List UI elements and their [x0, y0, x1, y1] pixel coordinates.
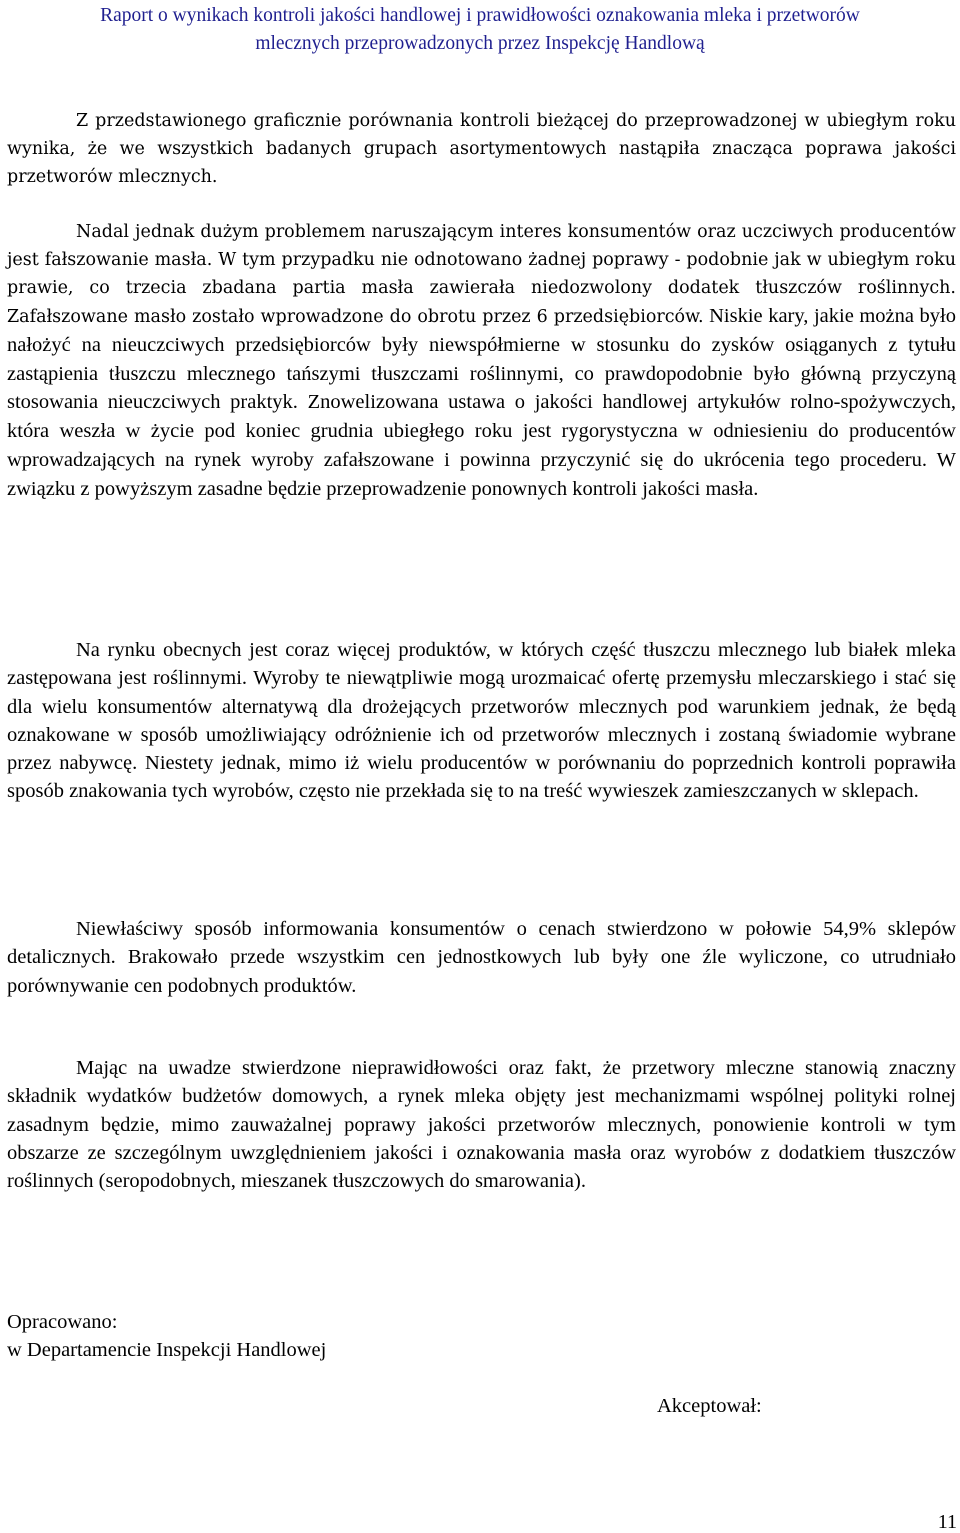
header-line-2: mlecznych przeprowadzonych przez Inspekcję Handlową [255, 33, 705, 54]
header-line-1: Raport o wynikach kontroli jakości handlowej i prawidłowości oznakowania mleka i przetworów [100, 5, 860, 26]
prepared-label: Opracowano: [7, 1311, 118, 1333]
prepared-by-block [7, 1308, 326, 1364]
paragraph-butter-recommendation: W związku z powyższym zasadne będzie przeprowadzenie ponownych kontroli jakości masła. [7, 449, 957, 501]
running-header [0, 2, 960, 58]
paragraph-price-information: Niewłaściwy sposób informowania konsumentów o cenach stwierdzono w połowie 54,9% sklepów detalicznych. Brakowało przede wszystkim cen jednostkowych lub były one źle wyliczone, co utrudniało porównywanie cen podobnych produktów. [7, 918, 956, 997]
accepted-label: Akceptował: [657, 1395, 762, 1417]
paragraph-comparison-summary: Z przedstawionego graficznie porównania kontroli bieżącej do przeprowadzonej w ubiegłym roku wynika, że we wszystkich badanych grupach asortymentowych nastąpiła znacząca poprawa jakości przetworów mlecznych. [7, 111, 956, 187]
paragraph-butter-new-law: Znowelizowana ustawa o jakości handlowej artykułów rolno-spożywczych, która weszła w życie pod koniec grudnia ubiegłego roku jest rygorystyczna w odniesieniu do producentów wprowadzających na rynek wyroby zafałszowane i powinna przyczynić się do ukrócenia tego procederu. [7, 391, 956, 472]
paragraph-butter-no-improvement: W tym przypadku nie odnotowano żadnej poprawy - podobnie jak w ubiegłym roku prawie, co trzecia zbadana partia masła zawierała niedozwolony dodatek tłuszczów roślinnych. Zafałszowane masło zostało wprowadzone do obrotu przez 6 przedsiębiorców. [7, 249, 957, 327]
paragraph-butter-penalties: Niskie kary, jakie można było nałożyć na nieuczciwych przedsiębiorców były niewspółmierne w stosunku do zysków osiąganych z tytułu zastąpienia tłuszczu mlecznego tańszymi tłuszczami roślinnymi, co prawdopodobnie było główną przyczyną stosowania nieuczciwych praktyk. [7, 304, 956, 414]
paragraph-conclusions: Mając na uwadze stwierdzone nieprawidłowości oraz fakt, że przetwory mleczne stanowią znaczny składnik wydatków budżetów domowych, a rynek mleka objęty jest mechanizmami wspólnej polityki rolnej zasadnym będzie, mimo zauważalnej poprawy jakości przetworów mlecznych, ponowienie kontroli w tym obszarze ze szczególnym uwzględnieniem jakości i oznakowania masła oraz wyrobów z dodatkiem tłuszczów roślinnych (seropodobnych, mieszanek tłuszczowych do smarowania). [7, 1057, 956, 1193]
prepared-by-department: w Departamencie Inspekcji Handlowej [7, 1339, 327, 1361]
paragraph-butter-adulteration [7, 219, 956, 505]
accepted-by-block [657, 1392, 762, 1420]
paragraph-milk-substitutes: Na rynku obecnych jest coraz więcej produktów, w których część tłuszczu mlecznego lub białek mleka zastępowana jest roślinnymi. Wyroby te niewątpliwie mogą urozmaicać ofertę przemysłu mleczarskiego i stać się dla wielu konsumentów alternatywą dla drożejących przetworów mlecznych pod warunkiem jednak, że będą oznakowane w sposób umożliwiający odróżnienie ich od przetworów mlecznych i zostaną świadomie wybrane przez nabywcę. Niestety jednak, mimo iż wielu producentów w porównaniu do poprzednich kontroli poprawiła sposób znakowania tych wyrobów, często nie przekłada się to na treść wywieszek zamieszczanych w sklepach. [7, 639, 956, 803]
page-number: 11 [937, 1511, 957, 1533]
paragraph-butter-intro: Nadal jednak dużym problemem naruszającym interes konsumentów oraz uczciwych producentów jest fałszowanie masła. [7, 222, 956, 270]
